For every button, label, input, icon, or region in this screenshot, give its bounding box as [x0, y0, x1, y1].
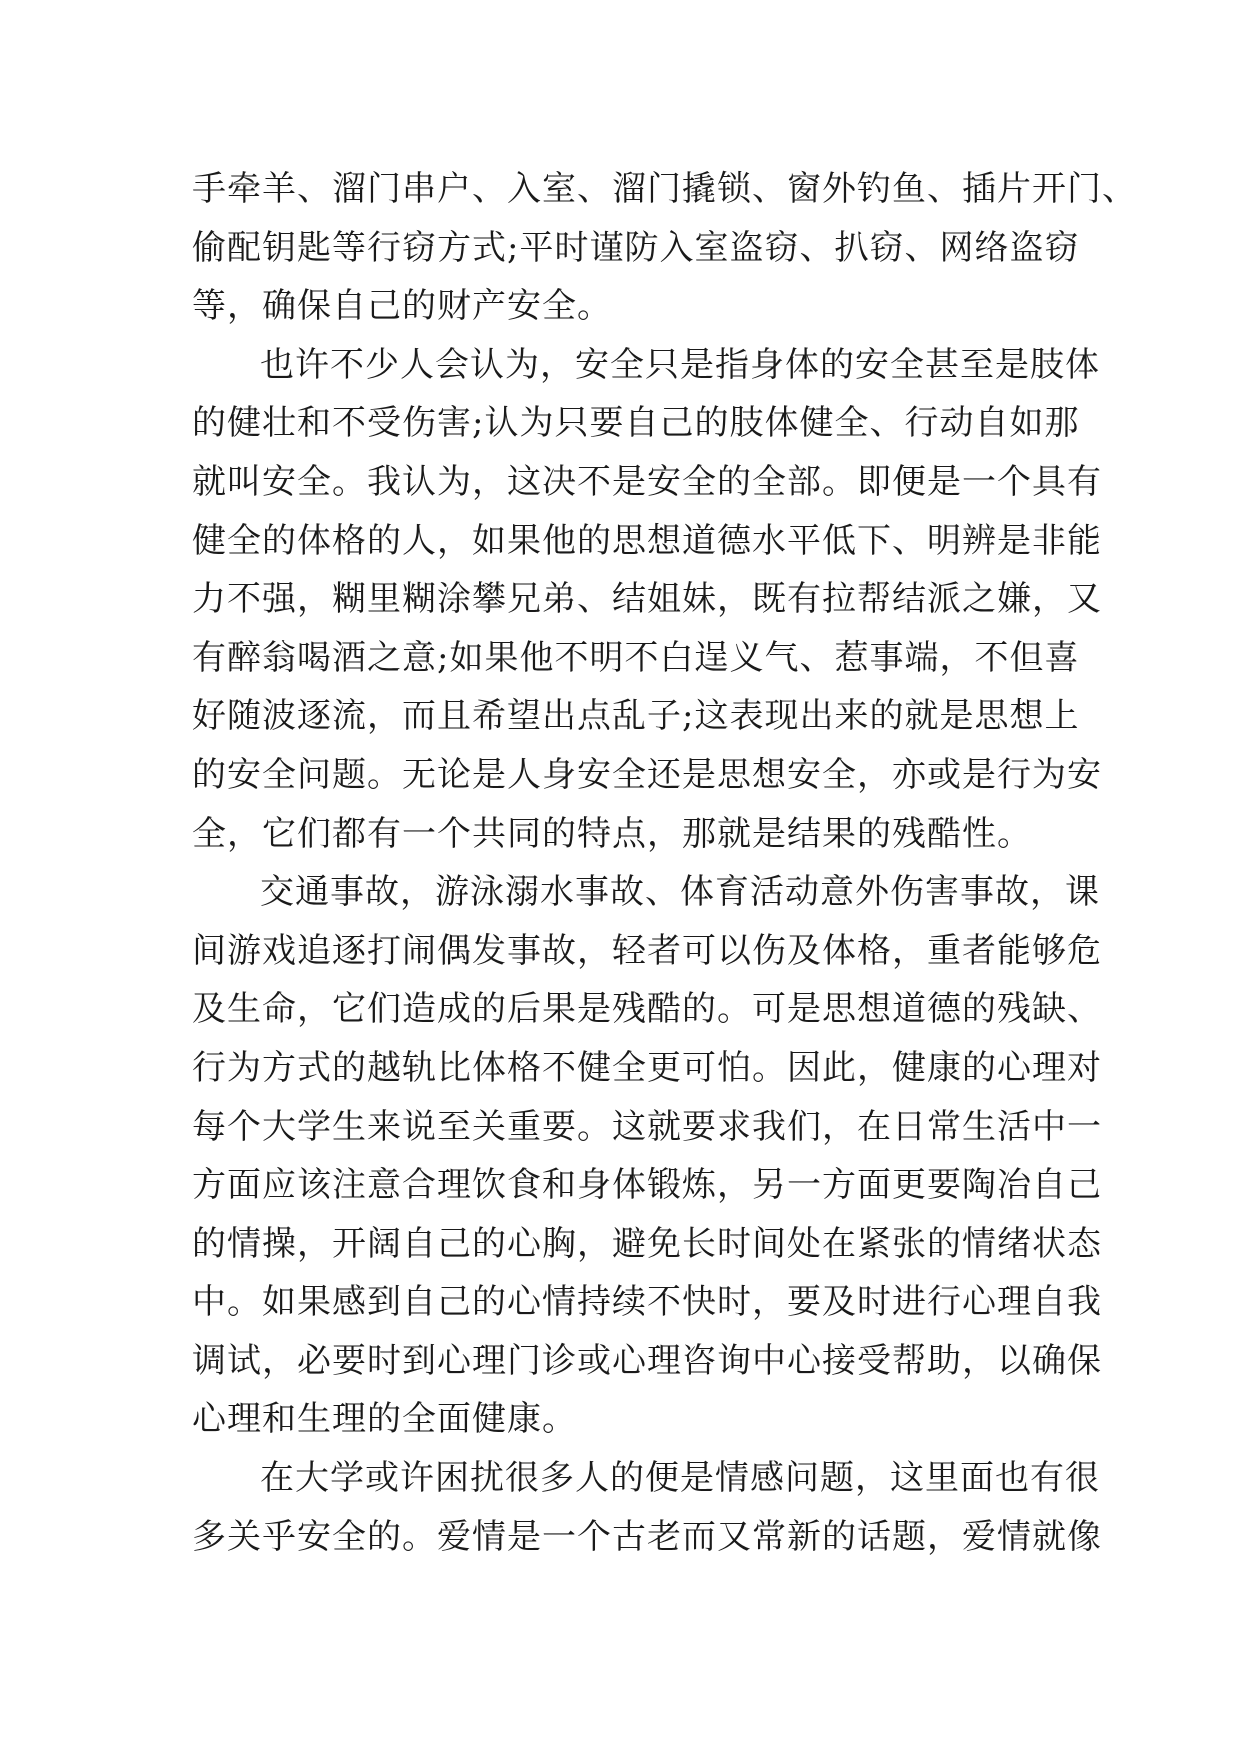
text-line: 有醉翁喝酒之意;如果他不明不白逞义气、惹事端，不但喜	[192, 637, 1080, 678]
text-line: 偷配钥匙等行窃方式;平时谨防入室盗窃、扒窃、网络盗窃	[192, 227, 1080, 268]
text-line: 好随波逐流，而且希望出点乱子;这表现出来的就是思想上	[192, 696, 1080, 737]
text-line: 调试，必要时到心理门诊或心理咨询中心接受帮助，以确保	[192, 1340, 1102, 1381]
text-line: 中。如果感到自己的心情持续不快时，要及时进行心理自我	[192, 1282, 1102, 1323]
text-line: 的情操，开阔自己的心胸，避免长时间处在紧张的情绪状态	[192, 1223, 1102, 1264]
text-line: 心理和生理的全面健康。	[192, 1399, 577, 1440]
text-line: 交通事故，游泳溺水事故、体育活动意外伤害事故，课	[260, 872, 1100, 913]
text-line: 的安全问题。无论是人身安全还是思想安全，亦或是行为安	[192, 754, 1102, 795]
text-line: 力不强，糊里糊涂攀兄弟、结姐妹，既有拉帮结派之嫌，又	[192, 579, 1102, 620]
text-line: 在大学或许困扰很多人的便是情感问题，这里面也有很	[260, 1458, 1100, 1499]
paragraph-1	[192, 160, 1137, 336]
text-line: 每个大学生来说至关重要。这就要求我们，在日常生活中一	[192, 1106, 1102, 1147]
text-line: 健全的体格的人，如果他的思想道德水平低下、明辨是非能	[192, 520, 1102, 561]
text-line: 及生命，它们造成的后果是残酷的。可是思想道德的残缺、	[192, 989, 1102, 1030]
paragraph-2	[192, 336, 1102, 863]
text-line: 全，它们都有一个共同的特点，那就是结果的残酷性。	[192, 813, 1032, 854]
text-line: 多关乎安全的。爱情是一个古老而又常新的话题，爱情就像	[192, 1516, 1102, 1557]
paragraph-3	[192, 863, 1102, 1449]
text-line: 也许不少人会认为，安全只是指身体的安全甚至是肢体	[260, 344, 1100, 385]
text-line: 等，确保自己的财产安全。	[192, 286, 612, 327]
text-line: 手牵羊、溜门串户、入室、溜门撬锁、窗外钓鱼、插片开门、	[192, 169, 1137, 209]
text-line: 行为方式的越轨比体格不健全更可怕。因此，健康的心理对	[192, 1047, 1102, 1088]
paragraph-4	[192, 1449, 1102, 1566]
text-line: 间游戏追逐打闹偶发事故，轻者可以伤及体格，重者能够危	[192, 930, 1102, 971]
body-text	[192, 160, 1137, 1566]
text-line: 方面应该注意合理饮食和身体锻炼，另一方面更要陶冶自己	[192, 1165, 1102, 1206]
text-line: 就叫安全。我认为，这决不是安全的全部。即便是一个具有	[192, 461, 1102, 502]
text-line: 的健壮和不受伤害;认为只要自己的肢体健全、行动自如那	[192, 403, 1080, 444]
